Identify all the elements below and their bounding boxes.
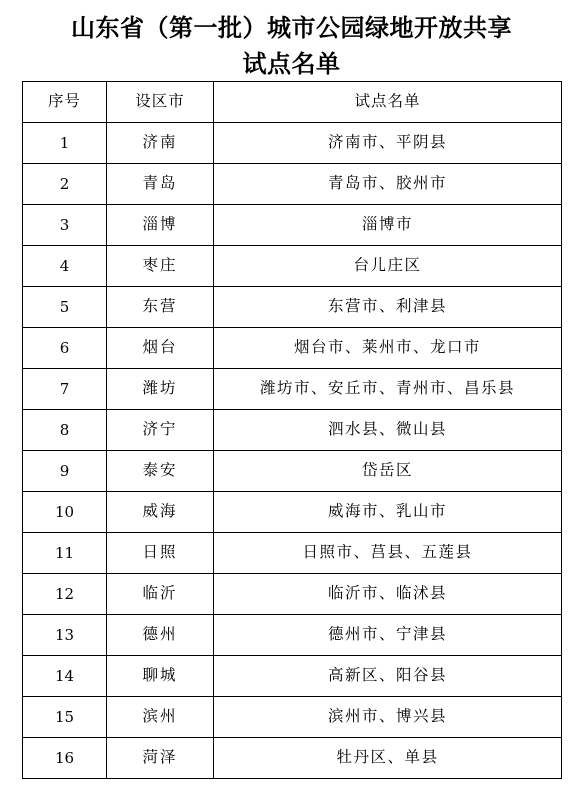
- row-city: 东营: [107, 287, 214, 328]
- row-sites: 威海市、乳山市: [214, 492, 562, 533]
- row-sites: 潍坊市、安丘市、青州市、昌乐县: [214, 369, 562, 410]
- row-sites: 泗水县、微山县: [214, 410, 562, 451]
- row-city: 泰安: [107, 451, 214, 492]
- row-number: 11: [23, 533, 107, 574]
- document-title-line2: 试点名单: [242, 49, 341, 78]
- row-city: 临沂: [107, 574, 214, 615]
- row-sites: 高新区、阳谷县: [214, 656, 562, 697]
- row-number: 16: [23, 738, 107, 779]
- table-row: [23, 451, 562, 492]
- table-row: [23, 533, 562, 574]
- table-row: [23, 615, 562, 656]
- table-row: [23, 205, 562, 246]
- document-title-line1: 山东省（第一批）城市公园绿地开放共享: [71, 13, 512, 42]
- row-number: 7: [23, 369, 107, 410]
- row-city: 淄博: [107, 205, 214, 246]
- row-city: 日照: [107, 533, 214, 574]
- table-row: [23, 328, 562, 369]
- row-number: 10: [23, 492, 107, 533]
- row-number: 8: [23, 410, 107, 451]
- row-sites: 烟台市、莱州市、龙口市: [214, 328, 562, 369]
- row-sites: 临沂市、临沭县: [214, 574, 562, 615]
- header-serial-number: 序号: [23, 82, 107, 123]
- row-city: 聊城: [107, 656, 214, 697]
- row-number: 6: [23, 328, 107, 369]
- table-row: [23, 574, 562, 615]
- row-sites: 东营市、利津县: [214, 287, 562, 328]
- row-sites: 淄博市: [214, 205, 562, 246]
- table-row: [23, 123, 562, 164]
- table-row: [23, 738, 562, 779]
- row-number: 1: [23, 123, 107, 164]
- row-number: 4: [23, 246, 107, 287]
- row-city: 济宁: [107, 410, 214, 451]
- row-sites: 青岛市、胶州市: [214, 164, 562, 205]
- row-number: 12: [23, 574, 107, 615]
- table-row: [23, 656, 562, 697]
- table-row: [23, 164, 562, 205]
- row-sites: 济南市、平阴县: [214, 123, 562, 164]
- row-city: 威海: [107, 492, 214, 533]
- table-row: [23, 410, 562, 451]
- table-row: [23, 697, 562, 738]
- row-number: 14: [23, 656, 107, 697]
- row-number: 15: [23, 697, 107, 738]
- table-row: [23, 492, 562, 533]
- table-row: [23, 246, 562, 287]
- row-number: 5: [23, 287, 107, 328]
- header-pilot-list: 试点名单: [214, 82, 562, 123]
- row-number: 2: [23, 164, 107, 205]
- table-row: [23, 287, 562, 328]
- row-number: 13: [23, 615, 107, 656]
- row-sites: 日照市、莒县、五莲县: [214, 533, 562, 574]
- row-sites: 德州市、宁津县: [214, 615, 562, 656]
- row-city: 潍坊: [107, 369, 214, 410]
- row-sites: 台儿庄区: [214, 246, 562, 287]
- row-sites: 岱岳区: [214, 451, 562, 492]
- row-city: 青岛: [107, 164, 214, 205]
- row-number: 3: [23, 205, 107, 246]
- header-city: 设区市: [107, 82, 214, 123]
- pilot-list-table: [22, 81, 562, 779]
- row-sites: 牡丹区、单县: [214, 738, 562, 779]
- table-header-row: [23, 82, 562, 123]
- row-city: 德州: [107, 615, 214, 656]
- row-city: 枣庄: [107, 246, 214, 287]
- row-number: 9: [23, 451, 107, 492]
- row-sites: 滨州市、博兴县: [214, 697, 562, 738]
- row-city: 滨州: [107, 697, 214, 738]
- row-city: 烟台: [107, 328, 214, 369]
- row-city: 菏泽: [107, 738, 214, 779]
- table-row: [23, 369, 562, 410]
- row-city: 济南: [107, 123, 214, 164]
